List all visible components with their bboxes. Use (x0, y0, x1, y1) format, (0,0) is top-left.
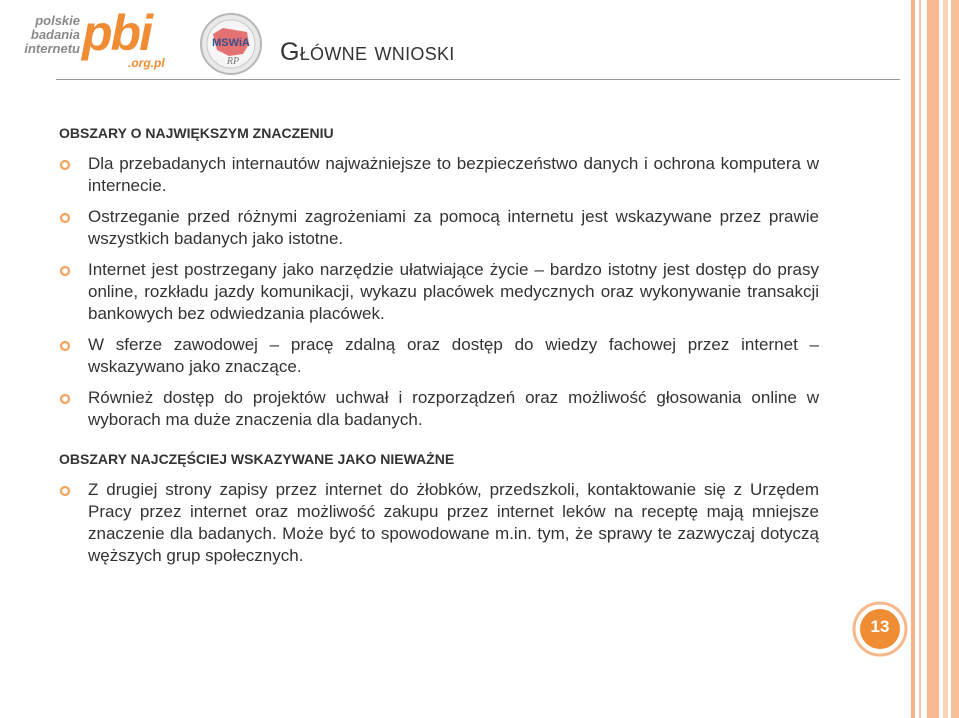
svg-text:RP: RP (226, 56, 240, 67)
list-item: Również dostęp do projektów uchwał i rozporządzeń oraz możliwość głosowania online w wyborach ma duże znaczenia dla badanych. (59, 387, 819, 431)
ring-bullet-icon (59, 265, 71, 277)
list-item: Z drugiej strony zapisy przez internet do żłobków, przedszkoli, kontaktowanie się z Urzędem Pracy przez internet oraz możliwość zakupu przez internet leków na receptę mają mniejsze znaczenie dla badanych. Może być to spowodowane m.in. tym, że sprawy te zazwyczaj dotyczą węższych grup społecznych. (59, 479, 819, 567)
important-list (59, 153, 819, 431)
mswia-seal-logo (199, 12, 263, 76)
page-number: 13 (870, 617, 890, 636)
page-title: Główne wnioski (280, 38, 455, 66)
list-item: Internet jest postrzegany jako narzędzie ułatwiające życie – bardzo istotny jest dostęp do prasy online, rozkładu jazdy komunikacji, wykazu placówek medycznych oraz wykonywanie transakcji bankowych bez odwiedzania placówek. (59, 259, 819, 325)
ring-bullet-icon (59, 340, 71, 352)
list-item: W sferze zawodowej – pracę zdalną oraz dostęp do wiedzy fachowej przez internet – wskazywano jako znaczące. (59, 334, 819, 378)
slide-content (59, 125, 819, 576)
ring-bullet-icon (59, 212, 71, 224)
slide-header (0, 0, 900, 80)
decorative-stripes (909, 0, 959, 718)
svg-text:MSWiA: MSWiA (212, 37, 250, 49)
unimportant-list (59, 479, 819, 567)
list-item: Dla przebadanych internautów najważniejsze to bezpieczeństwo danych i ochrona komputera w internecie. (59, 153, 819, 197)
pbi-logo: polskie badania internetu pbi .org.pl (24, 5, 165, 70)
list-item: Ostrzeganie przed różnymi zagrożeniami za pomocą internetu jest wskazywane przez prawie wszystkich badanych jako istotne. (59, 206, 819, 250)
section-heading-unimportant: OBSZARY NAJCZĘŚCIEJ WSKAZYWANE JAKO NIEWAŻNE (59, 451, 455, 467)
ring-bullet-icon (59, 159, 71, 171)
header-divider (56, 79, 900, 80)
ring-bullet-icon (59, 485, 71, 497)
ring-bullet-icon (59, 393, 71, 405)
section-heading-important: OBSZARY O NAJWIĘKSZYM ZNACZENIU (59, 125, 334, 141)
